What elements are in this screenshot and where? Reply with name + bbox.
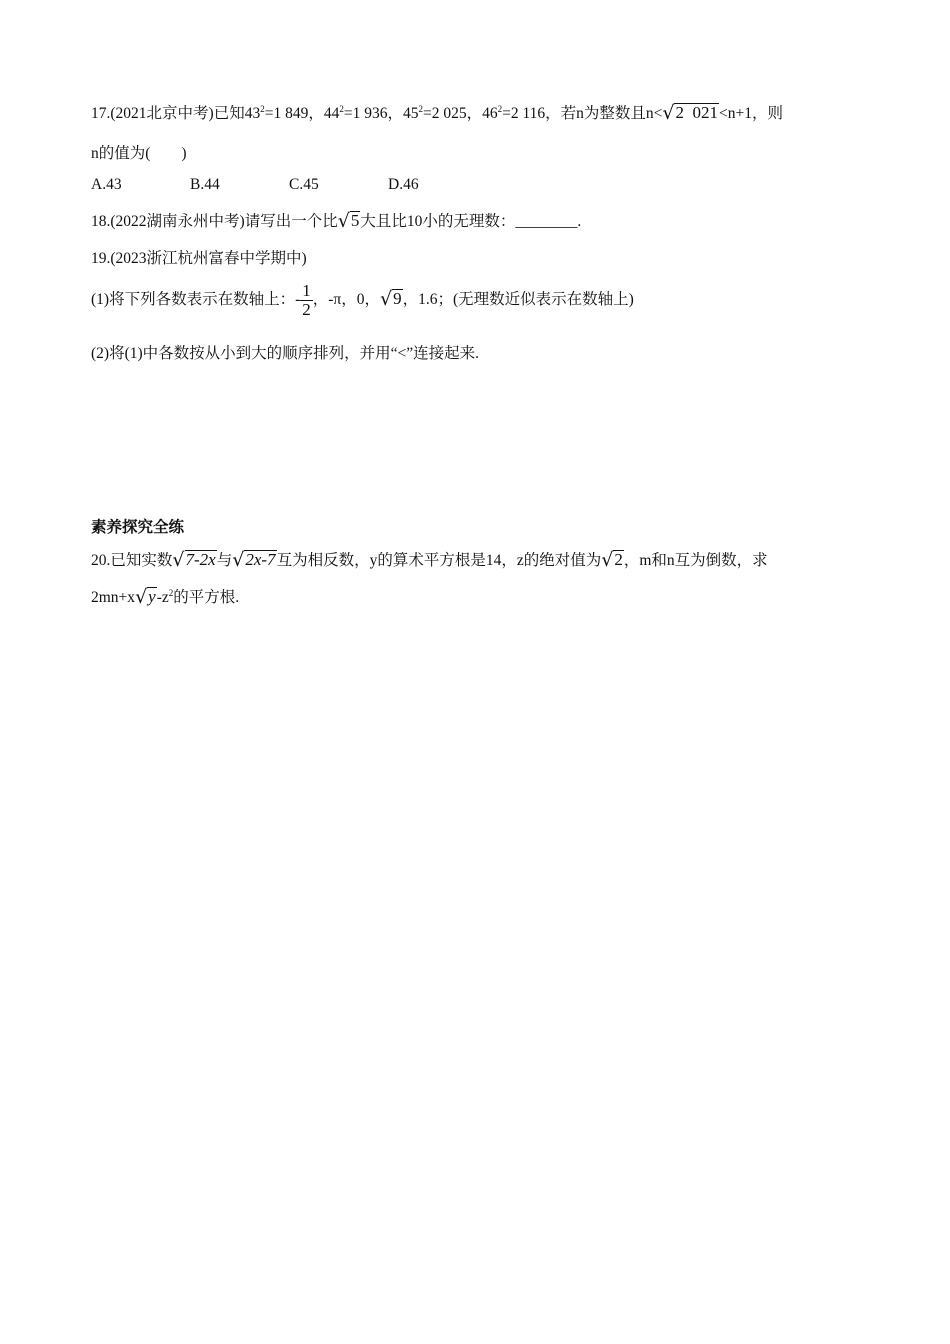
q17-text: =1 849，44 [264,105,340,122]
q19-text: ，-π，0， [312,291,380,309]
sqrt-5 [338,209,361,231]
radicand: 2 [614,550,623,569]
radicand: y [148,587,156,606]
q20-text: ，m和n互为倒数，求 [623,552,768,569]
sqrt-7-minus-2x [172,548,216,570]
q20-text: 20.已知实数 [91,552,173,569]
fraction-one-half [300,282,313,319]
q19-text: ，1.6；(无理数近似表示在数轴上) [402,291,634,309]
sqrt-2x-minus-7 [232,548,276,570]
radical-icon: √ [172,549,185,571]
q17-text: =2 116，若n为整数且n< [502,105,663,122]
option-c: C.45 [289,176,319,193]
q17-text: =2 025，46 [422,105,498,122]
q17-text: =1 936，45 [343,105,419,122]
q18-text: 18.(2022湖南永州中考)请写出一个比 [91,213,338,230]
q20-text: 2mn+x [91,589,136,606]
option-d: D.46 [388,176,419,193]
option-a: A.43 [91,176,122,193]
radicand: 2x-7 [245,550,276,569]
radical-icon: √ [232,549,245,571]
radical-icon: √ [662,102,675,124]
option-b: B.44 [190,176,220,193]
q20-text: -z [156,589,169,606]
radical-icon: √ [337,210,350,232]
q19-part1 [91,282,634,319]
q20-text: 与 [216,552,233,569]
q20-line2 [91,585,239,607]
sqrt-y [135,585,157,607]
radicand: 7-2x [185,550,216,569]
radicand: 2 021 [675,103,718,122]
q20-line1 [91,548,768,570]
q17-line1 [91,101,783,123]
radical-icon: √ [601,549,614,571]
q17-text: 17.(2021北京中考)已知43 [91,105,261,122]
q19-text: (1)将下列各数表示在数轴上：- [91,291,301,309]
q17-exponent: 2 [418,104,423,114]
fraction-denominator: 2 [302,300,311,319]
fraction-numerator: 1 [302,281,311,300]
sqrt-9 [380,287,403,309]
q20-exponent: 2 [168,588,174,598]
q17-exponent: 2 [339,104,344,114]
radicand: 9 [393,289,402,309]
q17-text: <n+1，则 [718,105,783,122]
q20-text: 互为相反数，y的算术平方根是14，z的绝对值为 [276,552,602,569]
q17-line2: n的值为( ) [91,145,187,162]
radical-icon: √ [135,586,148,608]
q17-exponent: 2 [497,104,503,114]
q20-text: 的平方根. [173,589,240,606]
radicand: 5 [350,211,360,230]
radical-icon: √ [380,288,393,311]
q17-options [91,176,419,194]
sqrt-2 [601,548,624,570]
sqrt-2021 [662,101,719,123]
section-title: 素养探究全练 [91,519,185,536]
q19-part2: (2)将(1)中各数按从小到大的顺序排列，并用“<”连接起来. [91,345,480,362]
q17-exponent: 2 [260,104,265,114]
q18-text: 大且比10小的无理数：________. [360,213,582,230]
q19-title: 19.(2023浙江杭州富春中学期中) [91,250,307,267]
q18 [91,209,581,231]
